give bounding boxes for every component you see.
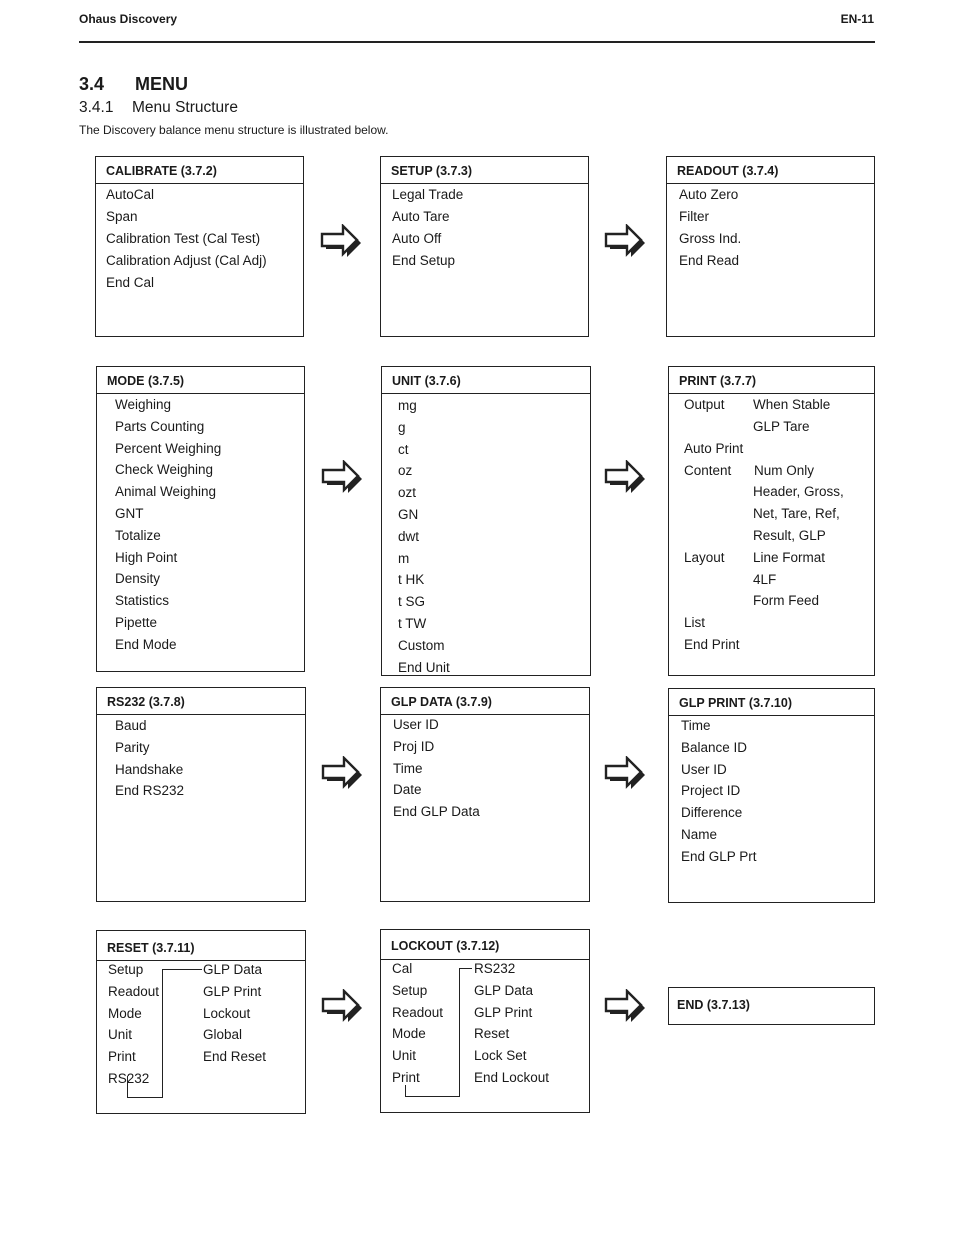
menu-item: End Unit — [398, 659, 450, 675]
menu-item: Calibration Adjust (Cal Adj) — [106, 253, 267, 268]
print-box — [668, 366, 875, 676]
print-value: 4LF — [753, 572, 777, 587]
print-value: When Stable — [753, 397, 831, 412]
box-title: CALIBRATE (3.7.2) — [96, 157, 303, 184]
group-bracket — [162, 969, 202, 970]
menu-item: Proj ID — [393, 738, 435, 754]
menu-item: Lockout — [203, 1005, 251, 1021]
menu-item: GLP Print — [474, 1004, 533, 1020]
menu-item: Global — [203, 1027, 243, 1043]
mode-box — [96, 366, 305, 672]
menu-item: GNT — [115, 506, 144, 521]
right-arrow-icon — [321, 756, 365, 792]
menu-item: End Cal — [106, 275, 155, 290]
menu-item: Date — [393, 782, 422, 798]
menu-item: Project ID — [681, 783, 741, 799]
menu-item: End Lockout — [474, 1070, 550, 1085]
menu-item: RS232 — [474, 961, 516, 976]
box-title: RS232 (3.7.8) — [97, 688, 305, 715]
box-title: GLP DATA (3.7.9) — [381, 688, 589, 715]
group-bracket — [459, 968, 472, 969]
menu-item: Baud — [115, 718, 147, 733]
menu-item: GLP Data — [474, 982, 534, 998]
menu-item: End Mode — [115, 636, 177, 652]
menu-item: Filter — [679, 209, 709, 224]
print-value: Line Format — [753, 550, 826, 565]
print-value: Form Feed — [753, 593, 820, 608]
subsection-number: 3.4.1 — [79, 99, 114, 116]
menu-item: Parts Counting — [115, 418, 205, 434]
menu-item: Parity — [115, 739, 150, 755]
print-value: Header, Gross, — [753, 484, 844, 499]
box-title: MODE (3.7.5) — [97, 367, 304, 394]
rs232-box — [96, 687, 306, 902]
right-arrow-icon — [604, 989, 648, 1025]
menu-item: g — [398, 419, 406, 435]
glp-data-box — [380, 687, 590, 902]
box-title: SETUP (3.7.3) — [381, 157, 588, 184]
box-title: RESET (3.7.11) — [97, 931, 305, 961]
menu-item: Mode — [108, 1005, 142, 1021]
menu-item: Auto Zero — [679, 187, 739, 202]
menu-item: oz — [398, 463, 413, 479]
menu-item: Check Weighing — [115, 462, 214, 478]
menu-item: End RS232 — [115, 783, 185, 799]
menu-item: Difference — [681, 805, 743, 821]
menu-item: Lock Set — [474, 1048, 527, 1064]
box-title: LOCKOUT (3.7.12) — [381, 930, 589, 960]
menu-item: t HK — [398, 572, 425, 588]
print-option: End Print — [684, 637, 740, 652]
box-title: READOUT (3.7.4) — [667, 157, 874, 184]
section-heading — [79, 74, 188, 95]
running-header-title: Ohaus Discovery — [79, 12, 178, 26]
box-title: END (3.7.13) — [677, 998, 750, 1012]
header-rule — [79, 41, 875, 43]
intro-text: The Discovery balance menu structure is illustrated below. — [79, 123, 389, 137]
menu-item: Balance ID — [681, 739, 748, 755]
menu-item: AutoCal — [106, 187, 155, 202]
menu-item: Print — [108, 1049, 136, 1065]
end-box — [668, 987, 875, 1025]
menu-item: ozt — [398, 485, 417, 501]
lockout-box — [380, 929, 590, 1113]
menu-item: Percent Weighing — [115, 440, 222, 456]
group-bracket — [459, 968, 460, 1097]
menu-item: GLP Print — [203, 983, 262, 999]
menu-item: User ID — [393, 717, 439, 732]
menu-item: t SG — [398, 594, 426, 610]
menu-item: Time — [393, 760, 423, 776]
menu-item: RS232 — [108, 1071, 150, 1086]
menu-item: Gross Ind. — [679, 231, 742, 246]
menu-item: Legal Trade — [392, 187, 464, 202]
print-option: Layout — [684, 550, 725, 565]
menu-item: Statistics — [115, 593, 170, 609]
right-arrow-icon — [604, 460, 648, 496]
menu-item: m — [398, 550, 410, 566]
menu-item: Unit — [108, 1027, 133, 1043]
menu-item: Unit — [392, 1048, 417, 1064]
menu-item: Handshake — [115, 761, 184, 777]
menu-item: GLP Data — [203, 962, 263, 977]
menu-item: End Reset — [203, 1049, 267, 1065]
menu-item: Cal — [392, 961, 413, 976]
print-value: Net, Tare, Ref, — [753, 506, 840, 521]
menu-item: Totalize — [115, 527, 161, 543]
right-arrow-icon — [604, 224, 648, 260]
menu-item: End Read — [679, 253, 740, 268]
menu-item: Pipette — [115, 615, 158, 630]
menu-item: Setup — [392, 982, 428, 998]
section-number: 3.4 — [79, 74, 105, 94]
menu-item: Span — [106, 209, 138, 224]
menu-item: Custom — [398, 637, 445, 653]
section-title: MENU — [135, 74, 188, 94]
menu-item: mg — [398, 398, 417, 413]
box-title: PRINT (3.7.7) — [669, 367, 874, 394]
print-option: Auto Print — [684, 441, 744, 456]
print-value: GLP Tare — [753, 419, 810, 434]
print-option: List — [684, 615, 706, 630]
menu-item: Time — [681, 718, 711, 733]
menu-item: Density — [115, 571, 161, 587]
menu-item: Auto Tare — [392, 209, 450, 224]
menu-item: t TW — [398, 616, 427, 631]
print-value: Num Only — [754, 463, 815, 478]
unit-box — [381, 366, 591, 676]
subsection-title: Menu Structure — [132, 99, 238, 116]
menu-item: ct — [398, 441, 409, 457]
subsection-heading — [79, 99, 238, 117]
menu-item: Name — [681, 827, 718, 842]
menu-item: End GLP Prt — [681, 848, 757, 864]
page-number: EN-11 — [840, 12, 874, 26]
menu-item: End GLP Data — [393, 804, 480, 820]
menu-item: Print — [392, 1070, 420, 1085]
menu-item: Animal Weighing — [115, 484, 217, 500]
calibrate-box — [95, 156, 304, 337]
menu-item: High Point — [115, 549, 178, 565]
reset-box — [96, 930, 306, 1114]
right-arrow-icon — [321, 989, 365, 1025]
right-arrow-icon — [320, 224, 364, 260]
menu-item: dwt — [398, 528, 420, 544]
print-option: Content — [684, 463, 732, 478]
box-title: UNIT (3.7.6) — [382, 367, 590, 394]
right-arrow-icon — [321, 460, 365, 496]
menu-item: User ID — [681, 761, 727, 777]
menu-item: End Setup — [392, 253, 456, 268]
readout-box — [666, 156, 875, 337]
menu-item: Mode — [392, 1026, 426, 1042]
group-bracket — [405, 1085, 460, 1097]
menu-item: Readout — [392, 1004, 444, 1020]
menu-item: Readout — [108, 983, 160, 999]
menu-item: Auto Off — [392, 231, 442, 246]
box-title: GLP PRINT (3.7.10) — [669, 689, 874, 716]
print-option: Output — [684, 397, 725, 412]
menu-item: Setup — [108, 962, 144, 977]
right-arrow-icon — [604, 756, 648, 792]
menu-item: GN — [398, 507, 419, 522]
menu-item: Reset — [474, 1026, 510, 1042]
glp-print-box — [668, 688, 875, 903]
menu-item: Calibration Test (Cal Test) — [106, 231, 261, 246]
setup-box — [380, 156, 589, 337]
menu-item: Weighing — [115, 397, 172, 412]
print-value: Result, GLP — [753, 528, 826, 543]
